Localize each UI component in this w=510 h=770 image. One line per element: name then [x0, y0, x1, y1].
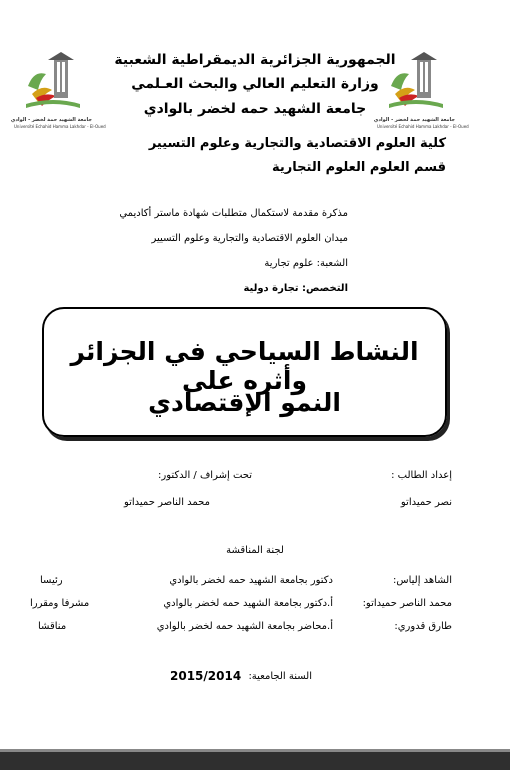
committee-member-degree: أ.محاضر بجامعة الشهيد حمه لخضر بالوادي [156, 621, 333, 632]
committee-member-name: طارق قدوري: [394, 621, 452, 632]
supervisor-name: محمد الناصر حميداتو [123, 497, 210, 508]
thesis-title-line-2: النمو الإقتصادي [148, 388, 341, 417]
university-name: جامعة الشهيد حمه لخضر بالوادي [143, 101, 367, 117]
thesis-title-box [42, 307, 447, 437]
memo-statement: مذكرة مقدمة لاستكمال متطلبات شهادة ماستر أكاديمي [119, 208, 348, 219]
thesis-title-line-1: النشاط السياحي في الجزائر وأثره على [70, 337, 419, 395]
academic-year-value: 2015/2014 [170, 669, 242, 683]
study-branch: الشعبة: علوم تجارية [264, 258, 348, 269]
committee-member-name: محمد الناصر حميداتو: [362, 598, 452, 609]
committee-member-name: الشاهد إلياس: [393, 575, 452, 586]
committee-member-role: رئيسا [40, 575, 63, 586]
study-field: ميدان العلوم الاقتصادية والتجارية وعلوم التسيير [151, 233, 348, 244]
supervised-by-label: تحت إشراف / الدكتور: [158, 470, 252, 481]
page-bottom-edge [0, 752, 510, 770]
prepared-by-label: إعداد الطالب : [391, 470, 452, 481]
ministry-name: وزارة التعليم العالي والبحث العـلمي [131, 76, 379, 92]
committee-member-degree: دكتور بجامعة الشهيد حمه لخضر بالوادي [169, 575, 333, 586]
logo-caption-left: جامعة الشهيد حمة لخضر - الوادي [10, 117, 92, 123]
committee-member-role: مناقشا [38, 621, 67, 632]
logo-caption-latin-right: Université Echahid Hamma Lakhdar - El-Oued [377, 124, 469, 129]
student-name: نصر حميداتو [400, 497, 452, 508]
department-name: قسم العلوم العلوم التجارية [272, 160, 446, 175]
faculty-name: كلية العلوم الاقتصادية والتجارية وعلوم التسيير [148, 136, 446, 151]
committee-heading: لجنة المناقشة [226, 545, 284, 556]
committee-member-role: مشرفا ومقررا [30, 598, 90, 609]
republic-name: الجمهورية الجزائرية الديمقراطية الشعبية [114, 52, 396, 68]
logo-caption-right: جامعة الشهيد حمة لخضر - الوادي [373, 117, 455, 123]
logo-caption-latin-left: Université Echahid Hamma Lakhdar - El-Oued [14, 124, 106, 129]
committee-member-degree: أ.دكتور بجامعة الشهيد حمه لخضر بالوادي [163, 598, 333, 609]
study-specialty: التخصص: تجارة دولية [243, 283, 348, 294]
academic-year-label: السنة الجامعية: [248, 671, 312, 682]
